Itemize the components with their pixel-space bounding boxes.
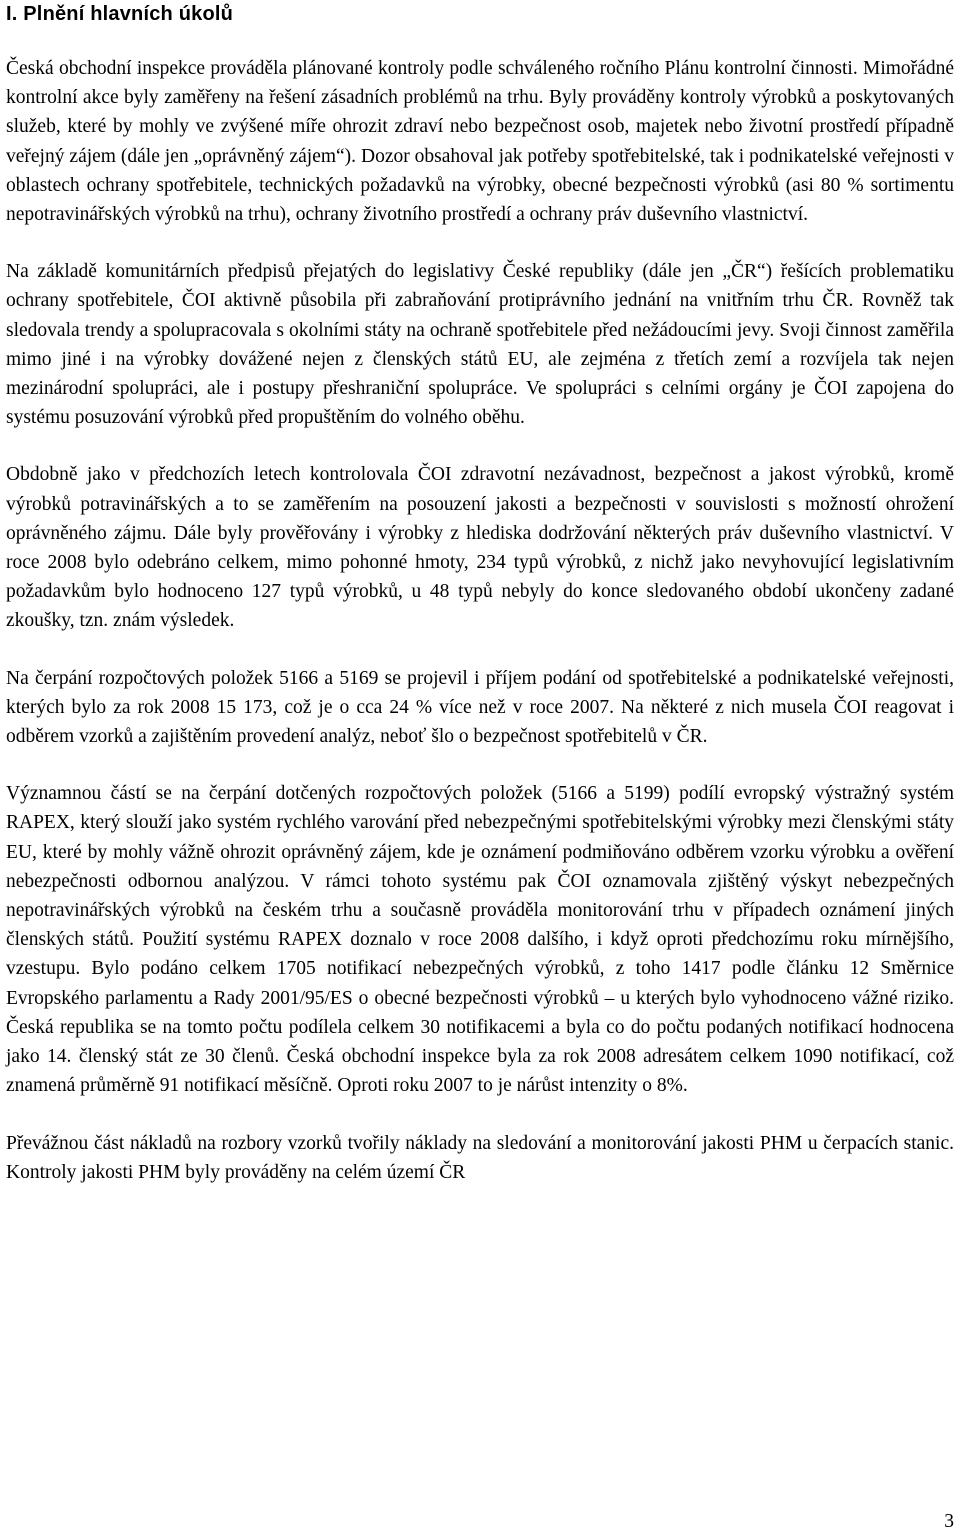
paragraph-5: Významnou částí se na čerpání dotčených rozpočtových položek (5166 a 5199) podílí evropský výstražný systém RAPEX, který slouží jako systém rychlého varování před nebezpečnými spotřebitelskými výrobky mezi členskými státy EU, které by mohly vážně ohrozit oprávněný zájem, kde je oznámení podmiňováno odběrem vzorku výrobku a ověření nebezpečnosti odbornou analýzou. V rámci tohoto systému pak ČOI oznamovala zjištěný výskyt nebezpečných nepotravinářských výrobků na českém trhu a současně prováděla monitorování trhu v případech oznámení jiných členských států. Použití systému RAPEX doznalo v roce 2008 dalšího, i když oproti předchozímu roku mírnějšího, vzestupu. Bylo podáno celkem 1705 notifikací nebezpečných výrobků, z toho 1417 podle článku 12 Směrnice Evropského parlamentu a Rady 2001/95/ES o obecné bezpečnosti výrobků – u kterých bylo vyhodnoceno vážné riziko. Česká republika se na tomto počtu podílela celkem 30 notifikacemi a byla co do počtu podaných notifikací hodnocena jako 14. členský stát ze 30 členů. Česká obchodní inspekce byla za rok 2008 adresátem celkem 1090 notifikací, což znamená průměrně 91 notifikací měsíčně. Oproti roku 2007 to je nárůst intenzity o 8%. [6, 783, 954, 1097]
paragraph-3: Obdobně jako v předchozích letech kontrolovala ČOI zdravotní nezávadnost, bezpečnost a jakost výrobků, kromě výrobků potravinářských a to se zaměřením na posouzení jakosti a bezpečnosti v souvislosti s možností ohrožení oprávněného zájmu. Dále byly prověřovány i výrobky z hlediska dodržování některých práv duševního vlastnictví. V roce 2008 bylo odebráno celkem, mimo pohonné hmoty, 234 typů výrobků, z nichž jako nevyhovující legislativním požadavkům bylo hodnoceno 127 typů výrobků, u 48 typů nebyly do konce sledovaného období ukončeny zadané zkoušky, tzn. znám výsledek. [6, 464, 954, 632]
page-number: 3 [944, 1511, 954, 1532]
paragraph-6: Převážnou část nákladů na rozbory vzorků tvořily náklady na sledování a monitorování jakosti PHM u čerpacích stanic. Kontroly jakosti PHM byly prováděny na celém území ČR [6, 1132, 954, 1183]
paragraph-4: Na čerpání rozpočtových položek 5166 a 5169 se projevil i příjem podání od spotřebitelské a podnikatelské veřejnosti, kterých bylo za rok 2008 15 173, což je o cca 24 % více než v roce 2007. Na některé z nich musela ČOI reagovat i odběrem vzorků a zajištěním provedení analýz, neboť šlo o bezpečnost spotřebitelů v ČR. [6, 667, 954, 748]
paragraph-2: Na základě komunitárních předpisů přejatých do legislativy České republiky (dále jen „ČR“) řešících problematiku ochrany spotřebitele, ČOI aktivně působila při zabraňování protiprávního jednání na vnitřním trhu ČR. Rovněž tak sledovala trendy a spolupracovala s okolními státy na ochraně spotřebitele před nežádoucími jevy. Svoji činnost zaměřila mimo jiné i na výrobky dovážené nejen z členských států EU, ale zejména z třetích zemí a rozvíjela tak nejen mezinárodní spolupráci, ale i postupy přeshraniční spolupráce. Ve spolupráci s celními orgány je ČOI zapojena do systému posuzování výrobků před propuštěním do volného oběhu. [6, 261, 954, 429]
document-page [6, 0, 954, 1187]
section-heading: I. Plnění hlavních úkolů [6, 3, 234, 25]
paragraph-1: Česká obchodní inspekce prováděla plánované kontroly podle schváleného ročního Plánu kontrolní činnosti. Mimořádné kontrolní akce byly zaměřeny na řešení zásadních problémů na trhu. Byly prováděny kontroly výrobků a poskytovaných služeb, které by mohly ve zvýšené míře ohrozit zdraví nebo bezpečnost osob, majetek nebo životní prostředí případně veřejný zájem (dále jen „oprávněný zájem“). Dozor obsahoval jak potřeby spotřebitelské, tak i podnikatelské veřejnosti v oblastech ochrany spotřebitele, technických požadavků na výrobky, obecné bezpečnosti výrobků (asi 80 % sortimentu nepotravinářských výrobků na trhu), ochrany životního prostředí a ochrany práv duševního vlastnictví. [6, 58, 954, 226]
